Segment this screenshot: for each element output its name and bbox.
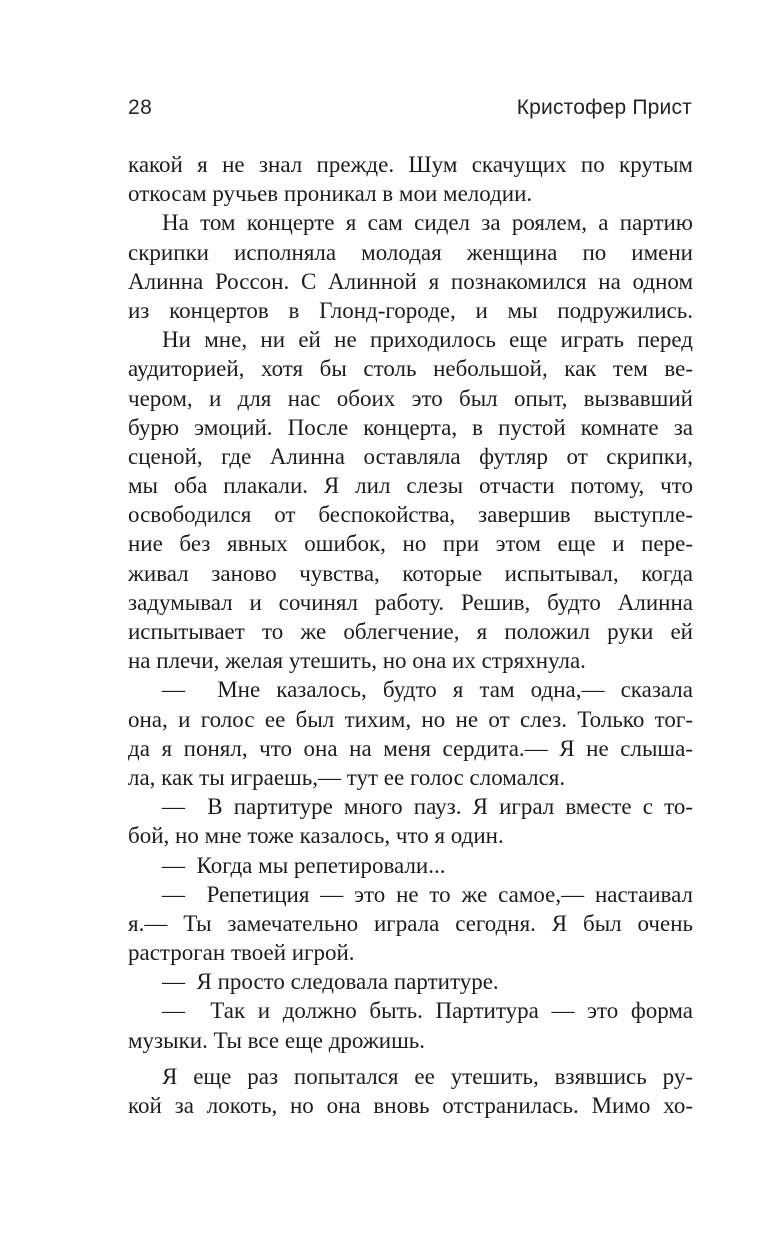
running-head-author: Кристофер Прист xyxy=(516,96,692,119)
text-line: откосам ручьев проникал в мои мелодии. xyxy=(128,181,533,207)
text-line: на плечи, желая утешить, но она их стряхнула. xyxy=(128,648,586,674)
paragraph xyxy=(128,967,693,996)
text-line: Ни мне, ни ей не приходилось еще играть перед xyxy=(162,327,693,353)
body-text-block xyxy=(128,150,693,1120)
paragraph xyxy=(128,208,693,325)
text-line: какой я не знал прежде. Шум скачущих по крутым xyxy=(128,152,693,177)
text-line: — Так и должно быть. Партитура — это форма xyxy=(162,998,693,1024)
text-line: растроган твоей игрой. xyxy=(128,940,355,966)
text-line: скрипки исполняла молодая женщина по имени xyxy=(128,239,693,265)
text-line: аудиторией, хотя бы столь небольшой, как тем ве- xyxy=(128,356,693,382)
text-line: бурю эмоций. После концерта, в пустой комнате за xyxy=(128,414,693,440)
text-line: я.— Ты замечательно играла сегодня. Я был очень xyxy=(128,910,693,936)
text-line: из концертов в Глонд-городе, и мы подружились. xyxy=(128,297,693,323)
text-line: задумывал и сочинял работу. Решив, будто Алинна xyxy=(128,589,693,615)
paragraph xyxy=(128,150,693,208)
text-line: музыки. Ты все еще дрожишь. xyxy=(128,1027,426,1053)
text-line: чером, и для нас обоих это был опыт, вызвавший xyxy=(128,385,693,411)
text-line: бой, но мне тоже казалось, что я один. xyxy=(128,823,504,849)
paragraph xyxy=(128,792,693,850)
text-line: Я еще раз попытался ее утешить, взявшись ру- xyxy=(162,1063,693,1089)
text-line: сценой, где Алинна оставляла футляр от скрипки, xyxy=(128,443,693,469)
text-line: кой за локоть, но она вновь отстранилась. Мимо хо- xyxy=(128,1093,693,1118)
text-line: живал заново чувства, которые испытывал, когда xyxy=(128,560,693,586)
text-line: испытывает то же облегчение, я положил руки ей xyxy=(128,619,693,644)
paragraph xyxy=(128,675,693,792)
paragraph xyxy=(128,880,693,968)
paragraph xyxy=(128,996,693,1054)
paragraph xyxy=(128,325,693,675)
running-header xyxy=(128,96,692,120)
text-line: На том концерте я сам сидел за роялем, а партию xyxy=(162,210,693,236)
page-number: 28 xyxy=(128,96,153,119)
paragraph xyxy=(128,851,693,880)
text-line: ние без явных ошибок, но при этом еще и пере- xyxy=(128,531,693,557)
text-line: да я понял, что она на меня сердита.— Я не слыша- xyxy=(128,735,693,761)
text-line: — В партитуре много пауз. Я играл вместе с то- xyxy=(162,794,693,820)
paragraph xyxy=(128,1062,693,1120)
text-line: мы оба плакали. Я лил слезы отчасти потому, что xyxy=(128,473,693,499)
text-line: освободился от беспокойства, завершив выступле- xyxy=(128,502,693,528)
text-line: Алинна Россон. С Алинной я познакомился на одном xyxy=(128,268,693,294)
text-line: ла, как ты играешь,— тут ее голос сломался. xyxy=(128,764,566,790)
text-line: она, и голос ее был тихим, но не от слез. Только тог- xyxy=(128,706,693,732)
text-line: — Мне казалось, будто я там одна,— сказала xyxy=(162,677,693,703)
text-line: — Я просто следовала партитуре. xyxy=(162,969,499,995)
text-line: — Когда мы репетировали... xyxy=(162,852,446,878)
text-line: — Репетиция — это не то же самое,— настаивал xyxy=(162,881,693,907)
